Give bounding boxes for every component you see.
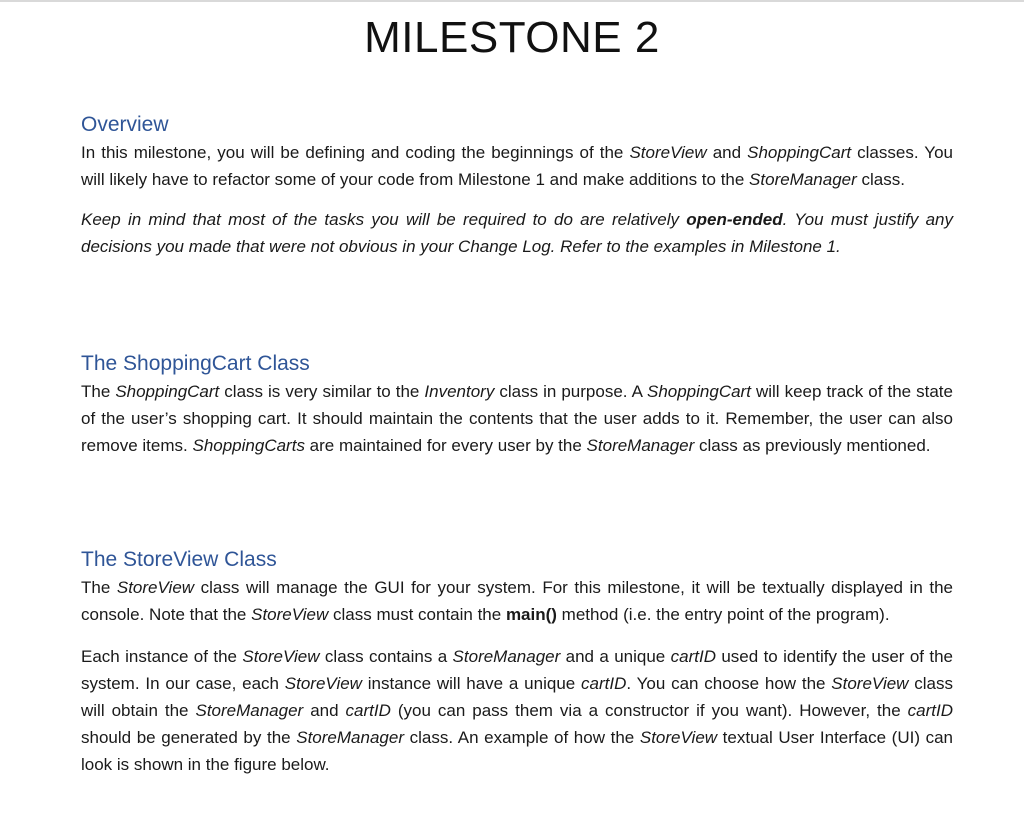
top-border-line: [0, 0, 1024, 2]
overview-section: [81, 111, 953, 260]
overview-heading: Overview: [81, 113, 169, 136]
shopping-cart-section: [81, 350, 953, 459]
page-title: MILESTONE 2: [364, 13, 660, 62]
shopping-cart-paragraph: The ShoppingCart class is very similar to the Inventory class in purpose. A ShoppingCart will keep track of the state of the user’s shopping cart. It should maintain the contents that the user adds to it. Remember, the user can also remove items. ShoppingCarts are maintained for every user by the StoreManager class as previously mentioned.: [81, 382, 953, 455]
store-view-paragraph-1: The StoreView class will manage the GUI for your system. For this milestone, it will be textually displayed in the console. Note that the StoreView class must contain the main() method (i.e. the entry point of the program).: [81, 578, 953, 624]
store-view-section: [81, 546, 953, 778]
store-view-heading: The StoreView Class: [81, 548, 277, 571]
shopping-cart-heading: The ShoppingCart Class: [81, 352, 310, 375]
overview-paragraph-2: Keep in mind that most of the tasks you will be required to do are relatively open-ended. You must justify any decisions you made that were not obvious in your Change Log. Refer to the examples in Milestone 1.: [81, 210, 953, 256]
store-view-paragraph-2: Each instance of the StoreView class contains a StoreManager and a unique cartID used to identify the user of the system. In our case, each StoreView instance will have a unique cartID. You can choose how the StoreView class will obtain the StoreManager and cartID (you can pass them via a constructor if you want). However, the cartID should be generated by the StoreManager class. An example of how the StoreView textual User Interface (UI) can look is shown in the figure below.: [81, 647, 954, 774]
overview-paragraph-1: In this milestone, you will be defining and coding the beginnings of the StoreView and ShoppingCart classes. You will likely have to refactor some of your code from Milestone 1 and make additions to the StoreManager class.: [81, 143, 953, 189]
